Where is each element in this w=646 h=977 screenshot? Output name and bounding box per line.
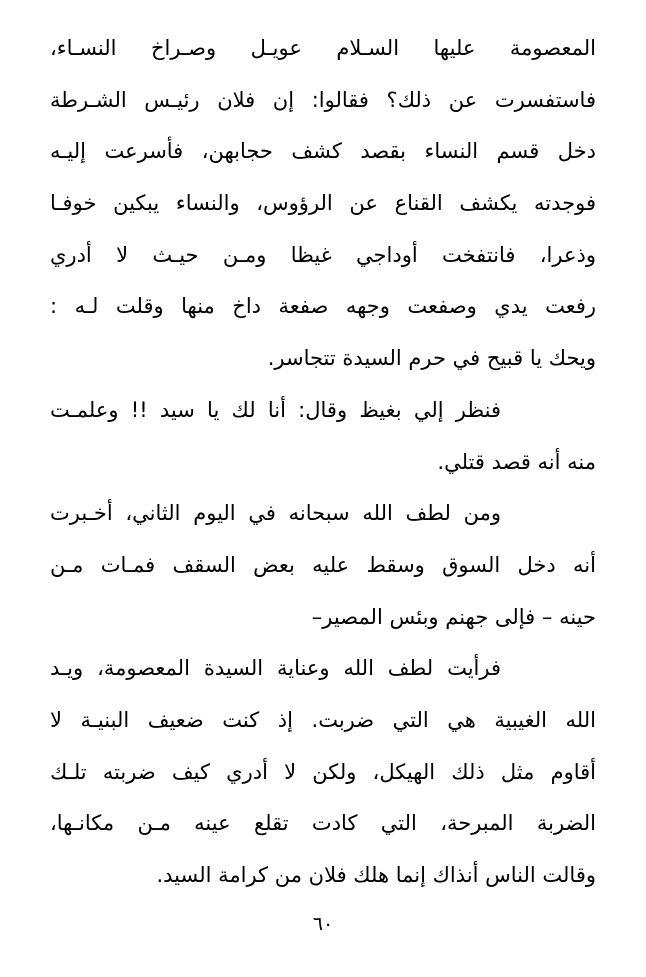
text-line: فنظر إلي بغيظ وقال: أنا لك يا سيد !! وعلمـت (50, 397, 501, 422)
text-line: وذعرا، فانتفخت أوداجي غيظا ومـن حيـث لا أدري (50, 242, 596, 267)
page-number: ٦٠ (312, 913, 334, 935)
text-line: دخل قسم النساء بقصد كشف حجابهن، فأسرعت إليـه (50, 139, 596, 164)
text-line: المعصومة عليها السـلام عويـل وصـراخ النسـاء، (50, 36, 596, 60)
text-line: الضربة المبرحة، التي كادت تقلع عينه مـن مكانـها، (50, 811, 596, 836)
text-line: منه أنه قصد قتلي. (437, 449, 596, 474)
text-line: أنه دخل السوق وسقط عليه بعض السقف فمـات مـن (50, 552, 596, 577)
text-line: حينه – فإلى جهنم وبئس المصير– (311, 604, 596, 629)
text-line: ومن لطف الله سبحانه في اليوم الثاني، أخـبرت (50, 501, 501, 526)
text-line: وقالت الناس أنذاك إنما هلك فلان من كرامة السيد. (156, 863, 596, 887)
text-line: رفعت يدي وصفعت وجهه صفعة داخ منها وقلت لـه : (50, 294, 596, 319)
body-text (50, 28, 596, 907)
text-line: فرأيت لطف الله وعناية السيدة المعصومة، ويـد (50, 656, 501, 681)
text-line: ويحك يا قبيح في حرم السيدة تتجاسر. (267, 346, 596, 371)
text-line: أقاوم مثل ذلك الهيكل، ولكن لا أدري كيف ضربته تلـك (50, 759, 596, 784)
text-line: فاستفسرت عن ذلك؟ فقالوا: إن فلان رئيـس الشـرطة (50, 87, 596, 112)
text-line: الله الغيبية هي التي ضربت. إذ كنت ضعيف البنيـة لا (50, 707, 596, 732)
text-line: فوجدته يكشف القناع عن الرؤوس، والنساء يبكين خوفـا (50, 191, 596, 216)
